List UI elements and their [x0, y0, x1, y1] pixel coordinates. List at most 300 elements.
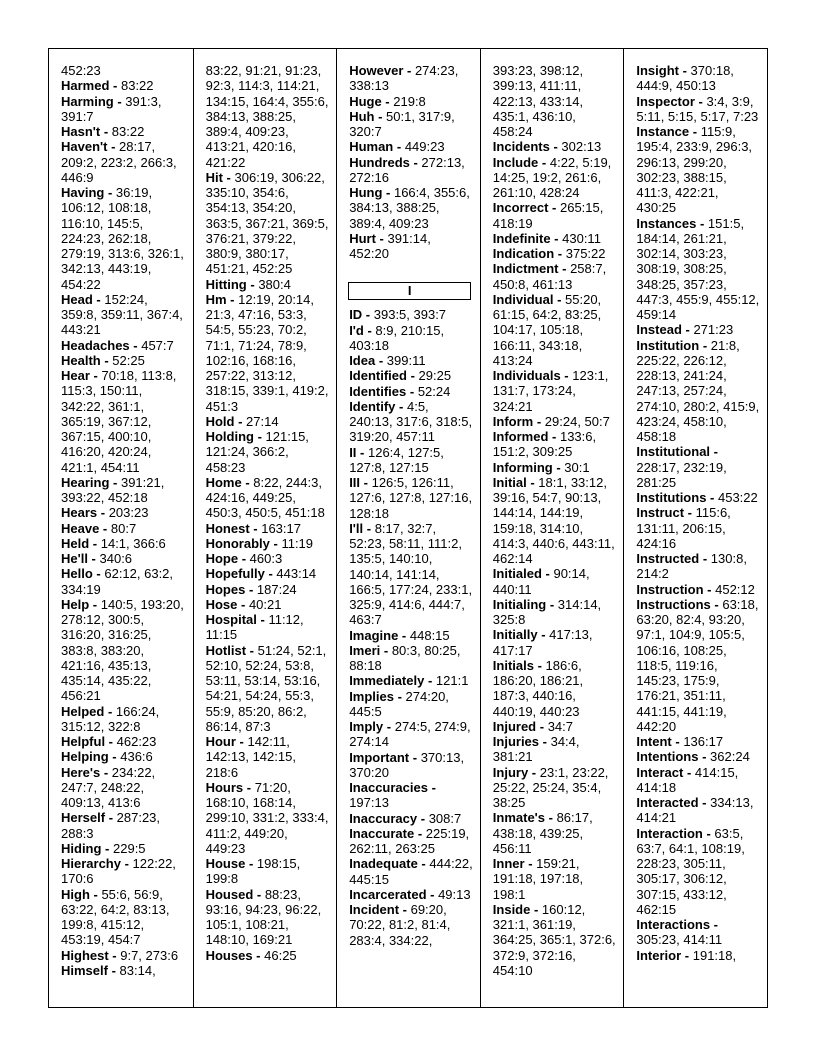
- index-term: Important: [349, 749, 410, 765]
- index-entry: [636, 216, 760, 323]
- term-separator: -: [552, 459, 565, 475]
- term-separator: -: [537, 627, 550, 643]
- index-entry: [206, 780, 330, 856]
- index-term: Hopefully: [205, 566, 265, 582]
- term-separator: -: [671, 734, 684, 749]
- term-separator: -: [108, 749, 121, 765]
- term-separator: -: [710, 444, 718, 460]
- page-line-refs: 140:5, 193:20, 278:12, 300:5, 316:20, 316:25, 383:8, 383:20, 421:16, 435:13, 435:14, 435:22, 456:21: [61, 596, 184, 704]
- index-entry: [61, 856, 186, 887]
- page-line-refs: 83:22, 91:21, 91:23, 92:3, 114:3, 114:21, 134:15, 164:4, 355:6, 384:13, 388:25, 389:4, 409:23, 413:21, 420:16, 421:22: [205, 63, 329, 170]
- index-term: Helping: [61, 749, 109, 765]
- page-line-refs: 90:14, 440:11: [492, 566, 590, 597]
- term-separator: -: [694, 93, 707, 109]
- page-line-refs: 391:14, 452:20: [349, 230, 431, 261]
- index-term: I'll: [349, 520, 364, 536]
- page-line-refs: 370:13, 370:20: [349, 749, 465, 780]
- index-entry: [206, 612, 330, 643]
- index-term: Hotlist: [205, 642, 247, 658]
- index-term: Holding: [205, 429, 254, 444]
- term-separator: -: [249, 520, 262, 536]
- index-term: Incarcerated: [349, 886, 427, 902]
- page-line-refs: 414:15, 414:18: [636, 764, 739, 795]
- index-term: Inside: [492, 901, 531, 917]
- page-line-refs: 83:22: [120, 78, 154, 94]
- page-line-refs: 55:20, 61:15, 64:2, 83:25, 104:17, 105:18, 166:11, 343:18, 413:24: [492, 291, 602, 368]
- index-entry: [493, 765, 617, 811]
- page-line-refs: 225:19, 262:11, 263:25: [349, 825, 470, 856]
- index-term: Hope: [205, 551, 239, 566]
- index-term: High: [61, 886, 90, 902]
- page-line-refs: 314:14, 325:8: [492, 596, 602, 627]
- page-line-refs: 198:15, 199:8: [205, 856, 301, 887]
- term-separator: -: [97, 505, 109, 521]
- index-term: Huge: [349, 93, 382, 109]
- page-line-refs: 136:17: [683, 734, 724, 749]
- page-line-refs: 399:11: [386, 353, 426, 368]
- term-separator: -: [226, 291, 239, 307]
- index-entry: [206, 429, 330, 475]
- index-term: Imagine: [349, 627, 399, 643]
- index-entry: [206, 63, 330, 170]
- page-line-refs: 8:17, 32:7, 52:23, 58:11, 111:2, 135:5, 140:10, 140:14, 141:14, 166:5, 177:24, 233:1, 325:9, 414:6, 444:7, 463:7: [349, 520, 473, 628]
- index-entry: [493, 63, 617, 139]
- index-term: Indictment: [492, 261, 559, 277]
- index-entry: [206, 170, 330, 277]
- term-separator: -: [699, 551, 711, 566]
- index-entry: [61, 338, 186, 353]
- page-line-refs: 219:8: [393, 93, 426, 109]
- index-term: Idea: [349, 353, 376, 368]
- index-term: Imeri: [349, 642, 381, 658]
- term-separator: -: [89, 886, 102, 902]
- term-separator: -: [681, 322, 694, 338]
- term-separator: -: [689, 124, 701, 139]
- index-term: Implies: [349, 688, 394, 704]
- term-separator: -: [560, 368, 573, 383]
- letter-section-header: I: [348, 282, 471, 300]
- index-entry: [61, 78, 186, 93]
- index-entry: [349, 399, 473, 445]
- index-term: Injured: [492, 718, 537, 734]
- page-line-refs: 166:24, 315:12, 322:8: [61, 703, 160, 734]
- index-entry: [636, 490, 760, 505]
- index-term: Inmate's: [492, 810, 546, 826]
- index-term: Hiding: [61, 840, 102, 856]
- page-line-refs: 21:8, 225:22, 226:12, 228:13, 241:24, 247:13, 257:24, 274:10, 280:2, 415:9, 423:24, 458:10, 458:18: [636, 337, 760, 444]
- index-entry: [61, 963, 186, 978]
- term-separator: -: [256, 612, 269, 627]
- index-term: Institutions: [636, 490, 707, 505]
- index-entry: [206, 475, 330, 521]
- page-line-refs: 186:6, 186:20, 186:21, 187:3, 440:16, 440:19, 440:23: [492, 657, 584, 719]
- index-term: Instructions: [636, 596, 711, 612]
- page-line-refs: 159:21, 191:18, 197:18, 198:1: [492, 856, 584, 902]
- page-line-refs: 272:13, 272:16: [349, 154, 465, 185]
- term-separator: -: [409, 749, 421, 765]
- index-entry: [61, 94, 186, 125]
- page-line-refs: 306:19, 306:22, 335:10, 354:6, 354:13, 354:20, 363:5, 367:21, 369:5, 376:21, 379:22, 380:9, 380:17, 451:21, 452:25: [205, 169, 329, 277]
- index-term: Indication: [492, 246, 555, 261]
- index-entry: [61, 749, 186, 764]
- term-separator: -: [393, 688, 406, 704]
- index-term: Housed: [205, 886, 254, 902]
- index-term: ID: [349, 307, 363, 323]
- term-separator: -: [362, 307, 374, 323]
- index-entry: [349, 185, 473, 231]
- index-entry: [206, 948, 330, 963]
- term-separator: -: [549, 139, 562, 155]
- page-line-refs: 308:7: [428, 810, 462, 826]
- index-entry: [349, 475, 473, 521]
- index-entry: [636, 444, 760, 490]
- term-separator: -: [100, 352, 113, 368]
- term-separator: -: [417, 810, 429, 826]
- page-line-refs: 123:1, 131:7, 173:24, 324:21: [492, 368, 609, 414]
- page-line-refs: 417:13, 417:17: [492, 627, 593, 658]
- index-term: Houses: [205, 947, 253, 963]
- page-line-refs: 121:15, 121:24, 366:2, 458:23: [205, 429, 309, 475]
- page-line-refs: 83:22: [111, 124, 145, 139]
- index-term: Head: [61, 291, 93, 307]
- index-entry: [349, 750, 473, 781]
- index-entry: [349, 445, 473, 476]
- term-separator: -: [683, 764, 695, 780]
- index-entry: [493, 155, 617, 201]
- term-separator: -: [89, 596, 101, 612]
- index-term: Inform: [492, 413, 534, 429]
- term-separator: -: [533, 657, 546, 673]
- index-entry: [61, 887, 186, 948]
- index-entry: [636, 505, 760, 551]
- index-entry: [636, 597, 760, 734]
- index-term: Institution: [636, 337, 700, 353]
- index-term: Inadequate: [349, 856, 418, 872]
- index-term: Incidents: [492, 139, 550, 155]
- term-separator: -: [253, 886, 265, 902]
- index-term: Individual: [492, 291, 554, 307]
- term-separator: -: [381, 93, 394, 109]
- index-term: Hold: [205, 413, 235, 429]
- index-entry: [206, 292, 330, 414]
- page-line-refs: 29:24, 50:7: [544, 413, 610, 429]
- page-line-refs: 274:20, 445:5: [349, 688, 449, 719]
- index-term: Held: [61, 535, 90, 551]
- page-line-refs: 40:21: [248, 596, 282, 612]
- page-line-refs: 29:25: [418, 368, 452, 384]
- index-entry: [636, 63, 760, 94]
- index-entry: [61, 521, 186, 536]
- index-entry: [493, 566, 617, 597]
- term-separator: -: [382, 185, 394, 200]
- index-term: II: [349, 444, 357, 460]
- page-line-refs: 443:14: [276, 566, 317, 582]
- term-separator: -: [264, 566, 277, 582]
- page-line-refs: 391:21, 393:22, 452:18: [61, 474, 165, 505]
- index-entry: [61, 63, 186, 78]
- index-entry: [206, 734, 330, 780]
- index-term: Harmed: [61, 78, 110, 94]
- index-entry: [349, 94, 473, 109]
- term-separator: -: [92, 566, 105, 582]
- index-entry: [493, 658, 617, 719]
- index-term: Helpful: [61, 734, 106, 749]
- term-separator: -: [398, 627, 410, 643]
- index-entry: [349, 231, 473, 262]
- index-entry: [349, 826, 473, 857]
- index-term: Instruction: [636, 581, 704, 597]
- term-separator: -: [243, 779, 255, 795]
- index-entry: [61, 368, 186, 475]
- page-line-refs: 70:18, 113:8, 115:3, 150:11, 342:22, 361:1, 365:19, 367:12, 367:15, 400:10, 416:20, 420:24, 421:1, 454:11: [61, 368, 177, 475]
- term-separator: -: [237, 596, 249, 612]
- index-term: Incident: [349, 902, 400, 917]
- page-line-refs: 34:7: [547, 718, 573, 734]
- index-term: Interactions: [636, 917, 711, 932]
- index-entry: [206, 536, 330, 551]
- page-line-refs: 197:13: [349, 795, 389, 811]
- term-separator: -: [105, 734, 117, 749]
- index-entry: [61, 551, 186, 566]
- page-line-refs: 133:6, 151:2, 309:25: [492, 429, 597, 460]
- term-separator: -: [222, 169, 235, 185]
- index-entry: [493, 414, 617, 429]
- page-line-refs: 462:23: [116, 734, 157, 749]
- index-entry: [493, 856, 617, 902]
- page-line-refs: 52:25: [112, 352, 145, 368]
- page-line-refs: 30:1: [564, 459, 590, 475]
- index-term: Headaches: [61, 337, 130, 353]
- index-entry: [349, 673, 473, 688]
- term-separator: -: [101, 840, 113, 856]
- term-separator: -: [245, 581, 257, 597]
- index-term: Hour: [205, 734, 236, 749]
- page-line-refs: 370:18, 444:9, 450:13: [636, 63, 734, 94]
- page-line-refs: 9:7, 273:6: [120, 947, 179, 963]
- page-line-refs: 11:12, 11:15: [205, 612, 304, 643]
- index-entry: [61, 124, 186, 139]
- page-line-refs: 302:13: [561, 139, 602, 155]
- page-line-refs: 152:24, 359:8, 359:11, 367:4, 443:21: [61, 291, 183, 338]
- index-entry: [636, 94, 760, 125]
- index-entry: [493, 139, 617, 154]
- page-line-refs: 130:8, 214:2: [636, 551, 747, 582]
- term-separator: -: [541, 566, 554, 582]
- page-line-refs: 63:18, 63:20, 82:4, 93:20, 97:1, 104:9, 105:5, 106:16, 108:25, 118:5, 119:16, 145:23, 175:9, 176:21, 351:11, 441:15, 441:19, 442:20: [636, 596, 759, 734]
- index-term: Identifies: [349, 383, 407, 399]
- index-entry: [61, 292, 186, 338]
- page-line-refs: 452:23: [61, 63, 101, 78]
- index-term: Hearing: [61, 474, 110, 490]
- index-entry: [61, 704, 186, 735]
- index-entry: [61, 765, 186, 811]
- page-line-refs: 166:4, 355:6, 384:13, 388:25, 389:4, 409:23: [349, 185, 470, 231]
- page-line-refs: 49:13: [438, 886, 471, 902]
- index-entry: [493, 627, 617, 658]
- term-separator: -: [92, 291, 105, 307]
- index-entry: [493, 200, 617, 231]
- index-term: Hospital: [205, 612, 257, 627]
- index-term: Help: [61, 596, 90, 612]
- term-separator: -: [104, 185, 116, 200]
- term-separator: -: [558, 261, 571, 277]
- page-line-refs: 11:19: [281, 535, 314, 551]
- index-entry: [493, 460, 617, 475]
- term-separator: -: [100, 764, 112, 780]
- term-separator: -: [107, 139, 120, 155]
- index-term: House: [205, 856, 246, 871]
- page-line-refs: 274:5, 274:9, 274:14: [349, 719, 471, 750]
- index-entry: [349, 811, 473, 826]
- term-separator: -: [710, 917, 719, 932]
- index-entry: [493, 902, 617, 978]
- index-entry: [206, 521, 330, 536]
- index-term: Hurt: [349, 230, 376, 246]
- index-term: Instructed: [636, 551, 700, 566]
- page-line-refs: 8:9, 210:15, 403:18: [349, 322, 445, 353]
- index-entry: [61, 948, 186, 963]
- page-line-refs: 121:1: [435, 673, 469, 689]
- index-entry: [349, 689, 473, 720]
- index-term: Hitting: [205, 276, 247, 292]
- index-term: Instead: [636, 322, 682, 338]
- index-term: Imply: [349, 719, 384, 734]
- index-entry: [61, 566, 186, 597]
- term-separator: -: [710, 596, 723, 612]
- index-term: Having: [61, 185, 105, 200]
- page-line-refs: 436:6: [120, 749, 153, 765]
- index-entry: [636, 734, 760, 749]
- page-line-refs: 36:19, 106:12, 108:18, 116:10, 145:5, 224:23, 262:18, 279:19, 313:6, 326:1, 342:13, 443:19, 454:22: [61, 185, 184, 292]
- index-term: He'll: [61, 551, 88, 566]
- term-separator: -: [533, 413, 545, 429]
- index-entry: [493, 719, 617, 734]
- page-line-refs: 27:14: [246, 413, 279, 429]
- index-term: Initialed: [492, 566, 542, 582]
- term-separator: -: [406, 368, 419, 384]
- index-term: Inspector: [636, 93, 695, 109]
- index-term: Inner: [492, 856, 525, 871]
- term-separator: -: [406, 383, 418, 399]
- term-separator: -: [246, 276, 259, 292]
- term-separator: -: [374, 108, 387, 124]
- page-line-refs: 258:7, 450:8, 461:13: [492, 261, 607, 292]
- page-line-refs: 274:23, 338:13: [349, 63, 459, 94]
- term-separator: -: [528, 764, 540, 780]
- term-separator: -: [417, 856, 430, 872]
- index-entry: [493, 231, 617, 246]
- index-entry: [349, 887, 473, 902]
- index-term: Hours: [205, 779, 244, 795]
- index-term: Hopes: [205, 581, 246, 597]
- index-entry: [206, 277, 330, 292]
- page-line-refs: 191:18,: [692, 947, 737, 963]
- term-separator: -: [678, 63, 691, 78]
- index-entry: [636, 551, 760, 582]
- index-entry: [206, 597, 330, 612]
- index-term: Instances: [636, 215, 697, 231]
- term-separator: -: [414, 825, 426, 841]
- index-entry: [349, 307, 473, 322]
- index-term: Interior: [636, 947, 682, 963]
- term-separator: -: [120, 856, 133, 871]
- index-entry: [349, 368, 473, 383]
- page-line-refs: 287:23, 288:3: [61, 810, 161, 841]
- index-term: Intent: [636, 734, 672, 749]
- index-term: Identify: [349, 398, 396, 414]
- page-line-refs: 457:7: [141, 337, 174, 353]
- term-separator: -: [409, 154, 422, 170]
- page-line-refs: 69:20, 70:22, 81:2, 81:4, 283:4, 334:22,: [349, 902, 451, 948]
- term-separator: -: [696, 215, 708, 231]
- page-line-refs: 203:23: [108, 505, 149, 521]
- index-term: Huh: [349, 108, 375, 124]
- index-entry: [349, 902, 473, 948]
- page-line-refs: 448:15: [409, 627, 450, 643]
- index-term: However: [349, 63, 404, 78]
- term-separator: -: [539, 734, 551, 749]
- index-term: Honorably: [205, 535, 270, 551]
- term-separator: -: [548, 429, 560, 444]
- index-entry: [206, 582, 330, 597]
- term-separator: -: [109, 78, 121, 94]
- index-entry: [61, 597, 186, 704]
- index-term: Hear: [61, 368, 90, 383]
- index-entry: [349, 63, 473, 94]
- index-entry: [349, 856, 473, 887]
- page-line-refs: 265:15, 418:19: [492, 200, 604, 231]
- page-line-refs: 18:1, 33:12, 39:16, 54:7, 90:13, 144:14, 144:19, 159:18, 314:10, 414:3, 440:6, 443:11, 462:14: [492, 474, 615, 566]
- term-separator: -: [424, 673, 436, 689]
- index-term: Helped: [61, 703, 105, 719]
- term-separator: -: [246, 642, 258, 658]
- index-entry: [61, 139, 186, 185]
- page-line-refs: 4:5, 240:13, 317:6, 318:5, 319:20, 457:11: [349, 398, 473, 445]
- term-separator: -: [553, 291, 566, 307]
- index-term: Here's: [61, 764, 101, 780]
- term-separator: -: [108, 947, 121, 963]
- index-entry: [493, 429, 617, 460]
- index-term: Indefinite: [492, 230, 551, 246]
- term-separator: -: [526, 474, 539, 490]
- term-separator: -: [375, 353, 387, 368]
- index-entry: [493, 597, 617, 628]
- index-term: Hung: [349, 185, 383, 200]
- page-line-refs: 3:4, 3:9, 5:11, 5:15, 5:17, 7:23: [636, 93, 759, 124]
- index-term: Hello: [61, 566, 93, 582]
- index-term: Herself: [61, 810, 106, 826]
- page-line-refs: 340:6: [99, 551, 133, 566]
- page-line-refs: 160:12, 321:1, 361:19, 364:25, 365:1, 372:6, 372:9, 372:16, 454:10: [492, 901, 616, 978]
- index-entry: [349, 155, 473, 186]
- page-line-refs: 362:24: [710, 749, 750, 765]
- page-line-refs: 142:11, 142:13, 142:15, 218:6: [205, 734, 296, 780]
- index-term: Hierarchy: [61, 856, 121, 871]
- index-term: Hundreds: [349, 154, 410, 170]
- index-term: Hit: [205, 169, 223, 185]
- index-entry: [349, 109, 473, 140]
- term-separator: -: [706, 490, 718, 505]
- index-entry: [206, 887, 330, 948]
- index-entry: [349, 719, 473, 750]
- term-separator: -: [546, 596, 558, 612]
- index-entry: [61, 505, 186, 520]
- term-separator: -: [360, 475, 372, 490]
- index-entry: [206, 856, 330, 887]
- term-separator: -: [383, 719, 395, 734]
- index-term: Highest: [61, 947, 109, 963]
- term-separator: -: [399, 902, 411, 917]
